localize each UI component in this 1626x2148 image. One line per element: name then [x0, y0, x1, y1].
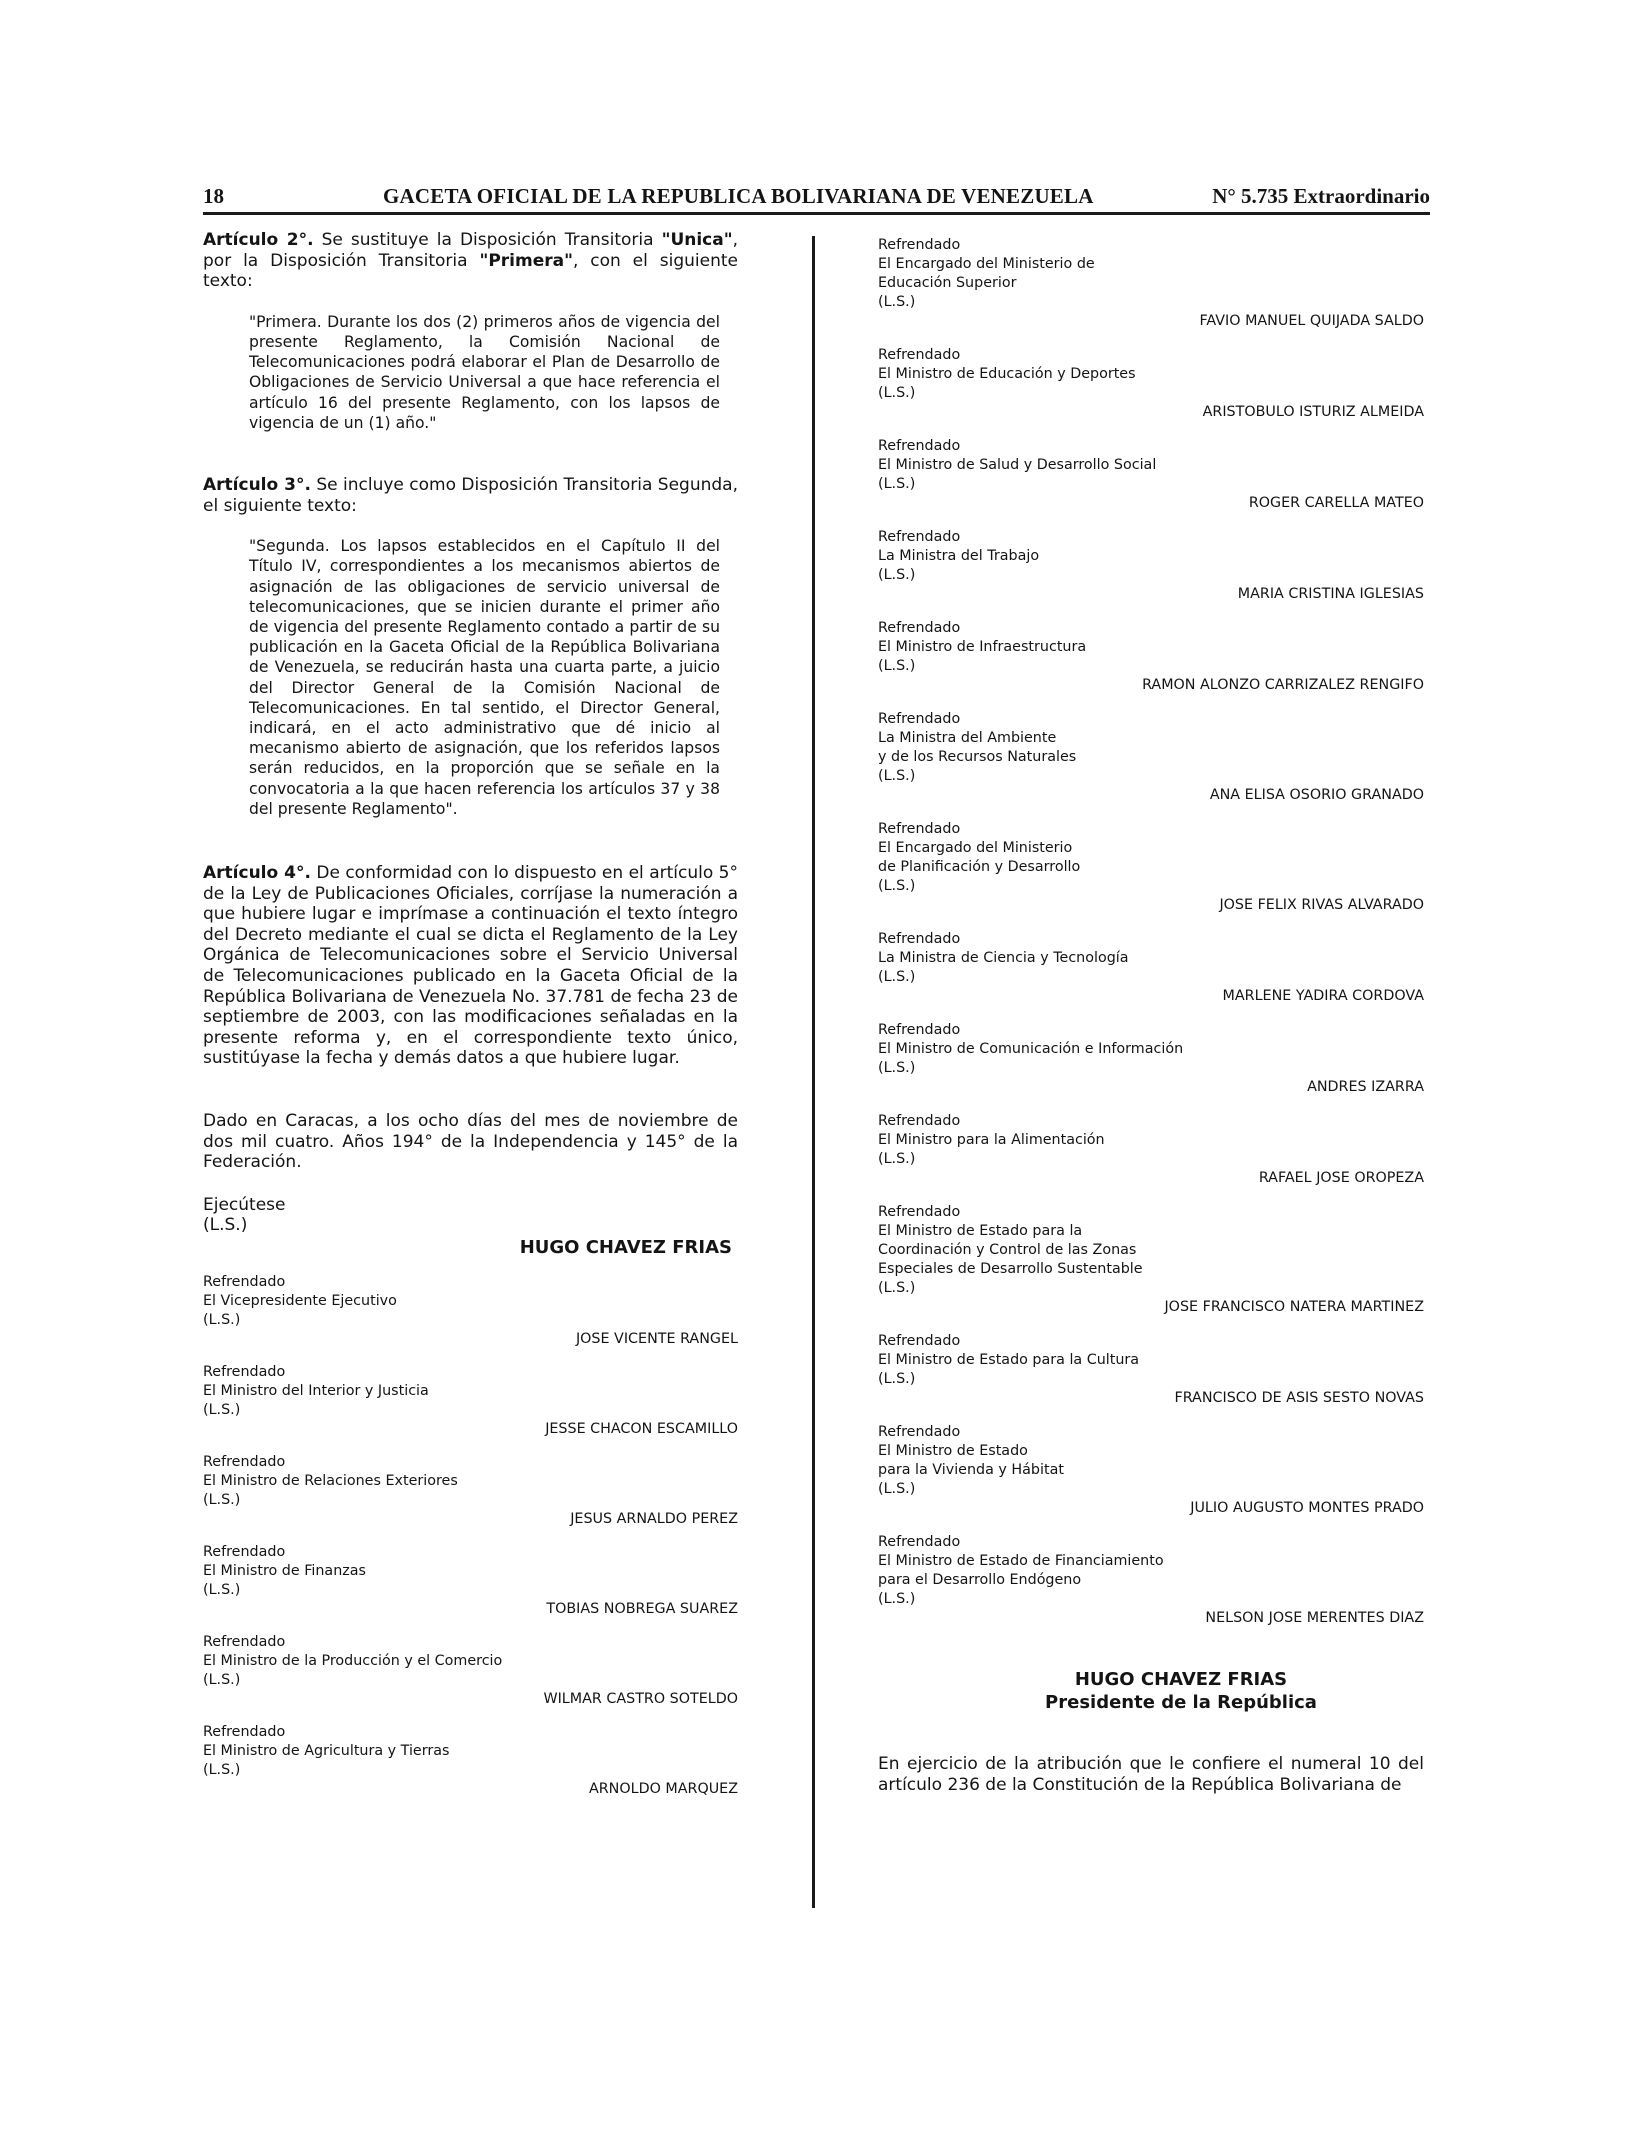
article-2-quote: "Primera. Durante los dos (2) primeros años de vigencia del presente Reglamento, la Comisión Nacional de Telecomunicaciones podrá elaborar el Plan de Desarrollo de Obligaciones de Servicio Universal a que hace referencia el artículo 16 del presente Reglamento, con los lapsos de vigencia de un (1) año." [249, 312, 720, 432]
signatory-name: JOSE FRANCISCO NATERA MARTINEZ [1164, 1299, 1424, 1315]
signatory-name: TOBIAS NOBREGA SUAREZ [546, 1600, 738, 1617]
minister-role: El Ministro de Educación y Deportes [878, 366, 1136, 382]
ls-label: (L.S.) [878, 1280, 916, 1296]
signature-block [878, 1112, 1424, 1188]
ls-label: (L.S.) [878, 768, 916, 784]
signature-block [878, 820, 1424, 915]
minister-role: El Ministro de Estado de Financiamiento [878, 1553, 1164, 1569]
dado-en-caracas: Dado en Caracas, a los ocho días del mes de noviembre de dos mil cuatro. Años 194° de la Independencia y 145° de la Federación. [203, 1110, 738, 1173]
refrendado-label: Refrendado [878, 347, 961, 363]
signatory-name: ANA ELISA OSORIO GRANADO [1209, 787, 1424, 803]
signatory-name: NELSON JOSE MERENTES DIAZ [1205, 1610, 1424, 1626]
signature-block [203, 1543, 738, 1619]
minister-role: El Encargado del Ministerio [878, 840, 1073, 856]
signatory-name: ANDRES IZARRA [1307, 1079, 1424, 1095]
signature-block [878, 619, 1424, 695]
signature-block [878, 1203, 1424, 1317]
signature-block [878, 346, 1424, 422]
signatory-name: RAFAEL JOSE OROPEZA [1258, 1170, 1424, 1186]
refrendado-label: Refrendado [878, 237, 961, 253]
ejecutese-label: Ejecútese [203, 1194, 286, 1215]
refrendado-label: Refrendado [203, 1363, 286, 1380]
ls-label: (L.S.) [878, 1371, 916, 1387]
signatory-name: ARNOLDO MARQUEZ [588, 1780, 738, 1797]
minister-role: El Ministro de Salud y Desarrollo Social [878, 457, 1157, 473]
signature-block [878, 1332, 1424, 1408]
refrendado-label: Refrendado [203, 1543, 286, 1560]
signature-block [203, 1453, 738, 1529]
minister-role: El Encargado del Ministerio de [878, 256, 1095, 272]
ls-label: (L.S.) [878, 1481, 916, 1497]
minister-role: El Ministro de Estado para la [878, 1223, 1083, 1239]
refrendado-label: Refrendado [878, 711, 961, 727]
signatory-name: JESSE CHACON ESCAMILLO [545, 1420, 738, 1437]
signatory-name: JOSE VICENTE RANGEL [575, 1330, 738, 1347]
president-block [878, 1668, 1424, 1714]
page-number: 18 [203, 184, 224, 208]
refrendado-label: Refrendado [878, 1424, 961, 1440]
minister-role: El Ministro para la Alimentación [878, 1132, 1105, 1148]
signatory-name: WILMAR CASTRO SOTELDO [543, 1690, 738, 1707]
minister-role: La Ministra del Ambiente [878, 730, 1057, 746]
signature-block [878, 437, 1424, 513]
minister-role: y de los Recursos Naturales [878, 749, 1077, 765]
column-divider [812, 236, 815, 1908]
article-4-heading: Artículo 4°. [203, 863, 311, 884]
signatory-name: ROGER CARELLA MATEO [1248, 495, 1424, 511]
minister-role: para el Desarrollo Endógeno [878, 1572, 1082, 1588]
minister-role: Especiales de Desarrollo Sustentable [878, 1261, 1143, 1277]
ls-label: (L.S.) [878, 1591, 916, 1607]
refrendado-label: Refrendado [203, 1273, 286, 1290]
right-column [878, 236, 1424, 1795]
refrendado-label: Refrendado [878, 1534, 961, 1550]
article-3-heading: Artículo 3°. [203, 475, 311, 495]
minister-role: de Planificación y Desarrollo [878, 859, 1081, 875]
article-4: Artículo 4°. De conformidad con lo dispuesto en el artículo 5° de la Ley de Publicaciones Oficiales, corríjase la numeración a que hubiere lugar e imprímase a continuación el texto íntegro del Decreto mediante el cual se dicta el Reglamento de la Ley Orgánica de Telecomunicaciones sobre el Servicio Universal de Telecomunicaciones publicado en la Gaceta Oficial de la República Bolivariana de Venezuela No. 37.781 de fecha 23 de septiembre de 2003, con las modificaciones señaladas en la presente reforma y, en el correspondiente texto único, sustitúyase la fecha y demás datos a que hubiere lugar. [203, 863, 738, 1069]
edition-number: N° 5.735 Extraordinario [1212, 184, 1430, 208]
ls-label: (L.S.) [203, 1401, 241, 1418]
refrendado-label: Refrendado [203, 1453, 286, 1470]
minister-role: Educación Superior [878, 275, 1017, 291]
refrendado-label: Refrendado [203, 1633, 286, 1650]
minister-role: El Ministro de Relaciones Exteriores [203, 1472, 458, 1489]
minister-role: El Vicepresidente Ejecutivo [203, 1292, 397, 1309]
article-2: Artículo 2°. Se sustituye la Disposición Transitoria "Unica", por la Disposición Transitoria "Primera", con el siguiente texto: [203, 230, 738, 292]
minister-role: El Ministro de Infraestructura [878, 639, 1087, 655]
refrendado-label: Refrendado [878, 821, 961, 837]
minister-role: El Ministro de Agricultura y Tierras [203, 1742, 450, 1759]
ls-label: (L.S.) [878, 385, 916, 401]
president-signature: HUGO CHAVEZ FRIAS [519, 1236, 732, 1258]
ls-label: (L.S.) [203, 1491, 241, 1508]
minister-role: El Ministro de Comunicación e Información [878, 1041, 1184, 1057]
signatory-name: JULIO AUGUSTO MONTES PRADO [1190, 1500, 1424, 1516]
signature-block [878, 236, 1424, 331]
ls-label: (L.S.) [203, 1671, 241, 1688]
signature-block [203, 1633, 738, 1709]
signatory-name: ARISTOBULO ISTURIZ ALMEIDA [1202, 404, 1424, 420]
gazette-header [203, 180, 1430, 214]
right-signature-list [878, 236, 1424, 1628]
signature-block [878, 1423, 1424, 1518]
minister-role: La Ministra de Ciencia y Tecnología [878, 950, 1129, 966]
ls-label: (L.S.) [203, 1215, 248, 1236]
refrendado-label: Refrendado [878, 931, 961, 947]
ls-label: (L.S.) [878, 294, 916, 310]
refrendado-label: Refrendado [878, 1022, 961, 1038]
ls-label: (L.S.) [878, 969, 916, 985]
minister-role: El Ministro del Interior y Justicia [203, 1382, 429, 1399]
ls-label: (L.S.) [878, 1060, 916, 1076]
signature-block [878, 1533, 1424, 1628]
ls-label: (L.S.) [203, 1311, 241, 1328]
ejecutese-block [203, 1195, 738, 1236]
article-2-heading: Artículo 2°. [203, 230, 314, 250]
article-3: Artículo 3°. Se incluye como Disposición Transitoria Segunda, el siguiente texto: [203, 475, 738, 516]
signatory-name: RAMON ALONZO CARRIZALEZ RENGIFO [1142, 677, 1424, 693]
signatory-name: JESUS ARNALDO PEREZ [570, 1510, 738, 1527]
minister-role: El Ministro de Estado para la Cultura [878, 1352, 1140, 1368]
ls-label: (L.S.) [878, 658, 916, 674]
president-title: Presidente de la República [1045, 1692, 1317, 1713]
refrendado-label: Refrendado [203, 1723, 286, 1740]
refrendado-label: Refrendado [878, 1333, 961, 1349]
left-signature-list [203, 1273, 738, 1799]
signature-block [878, 528, 1424, 604]
ls-label: (L.S.) [878, 878, 916, 894]
signature-block [878, 710, 1424, 805]
refrendado-label: Refrendado [878, 1204, 961, 1220]
signatory-name: JOSE FELIX RIVAS ALVARADO [1219, 897, 1424, 913]
ls-label: (L.S.) [878, 1151, 916, 1167]
gazette-title: GACETA OFICIAL DE LA REPUBLICA BOLIVARIANA DE VENEZUELA [383, 184, 1094, 208]
header-rule [203, 212, 1430, 215]
signatory-name: MARIA CRISTINA IGLESIAS [1237, 586, 1424, 602]
closing-paragraph: En ejercicio de la atribución que le confiere el numeral 10 del artículo 236 de la Constitución de la República Bolivariana de [878, 1754, 1424, 1795]
refrendado-label: Refrendado [878, 620, 961, 636]
minister-role: El Ministro de Estado [878, 1443, 1028, 1459]
refrendado-label: Refrendado [878, 438, 961, 454]
signature-block [203, 1273, 738, 1349]
refrendado-label: Refrendado [878, 1113, 961, 1129]
minister-role: El Ministro de Finanzas [203, 1562, 366, 1579]
signature-block [878, 1021, 1424, 1097]
signature-block [203, 1363, 738, 1439]
signature-block [203, 1723, 738, 1799]
article-3-quote: "Segunda. Los lapsos establecidos en el Capítulo II del Título IV, correspondientes a los mecanismos abiertos de asignación de las obligaciones de servicio universal de telecomunicaciones, que se inicien durante el primer año de vigencia del presente Reglamento contado a partir de su publicación en la Gaceta Oficial de la República Bolivariana de Venezuela, se reducirán hasta una cuarta parte, a juicio del Director General de la Comisión Nacional de Telecomunicaciones. En tal sentido, el Director General, indicará, en el acto administrativo que dé inicio al mecanismo abierto de asignación, que los referidos lapsos serán reducidos, en la proporción que se señale en la convocatoria a la que hacen referencia los artículos 37 y 38 del presente Reglamento". [249, 537, 720, 818]
ls-label: (L.S.) [878, 567, 916, 583]
ls-label: (L.S.) [203, 1581, 241, 1598]
ls-label: (L.S.) [878, 476, 916, 492]
signatory-name: FAVIO MANUEL QUIJADA SALDO [1199, 313, 1424, 329]
refrendado-label: Refrendado [878, 529, 961, 545]
minister-role: Coordinación y Control de las Zonas [878, 1242, 1137, 1258]
minister-role: para la Vivienda y Hábitat [878, 1462, 1064, 1478]
left-column [203, 230, 738, 1799]
minister-role: El Ministro de la Producción y el Comercio [203, 1652, 503, 1669]
signature-block [878, 930, 1424, 1006]
minister-role: La Ministra del Trabajo [878, 548, 1040, 564]
signatory-name: FRANCISCO DE ASIS SESTO NOVAS [1174, 1390, 1424, 1406]
president-name: HUGO CHAVEZ FRIAS [1074, 1669, 1288, 1690]
signatory-name: MARLENE YADIRA CORDOVA [1222, 988, 1424, 1004]
ls-label: (L.S.) [203, 1761, 241, 1778]
